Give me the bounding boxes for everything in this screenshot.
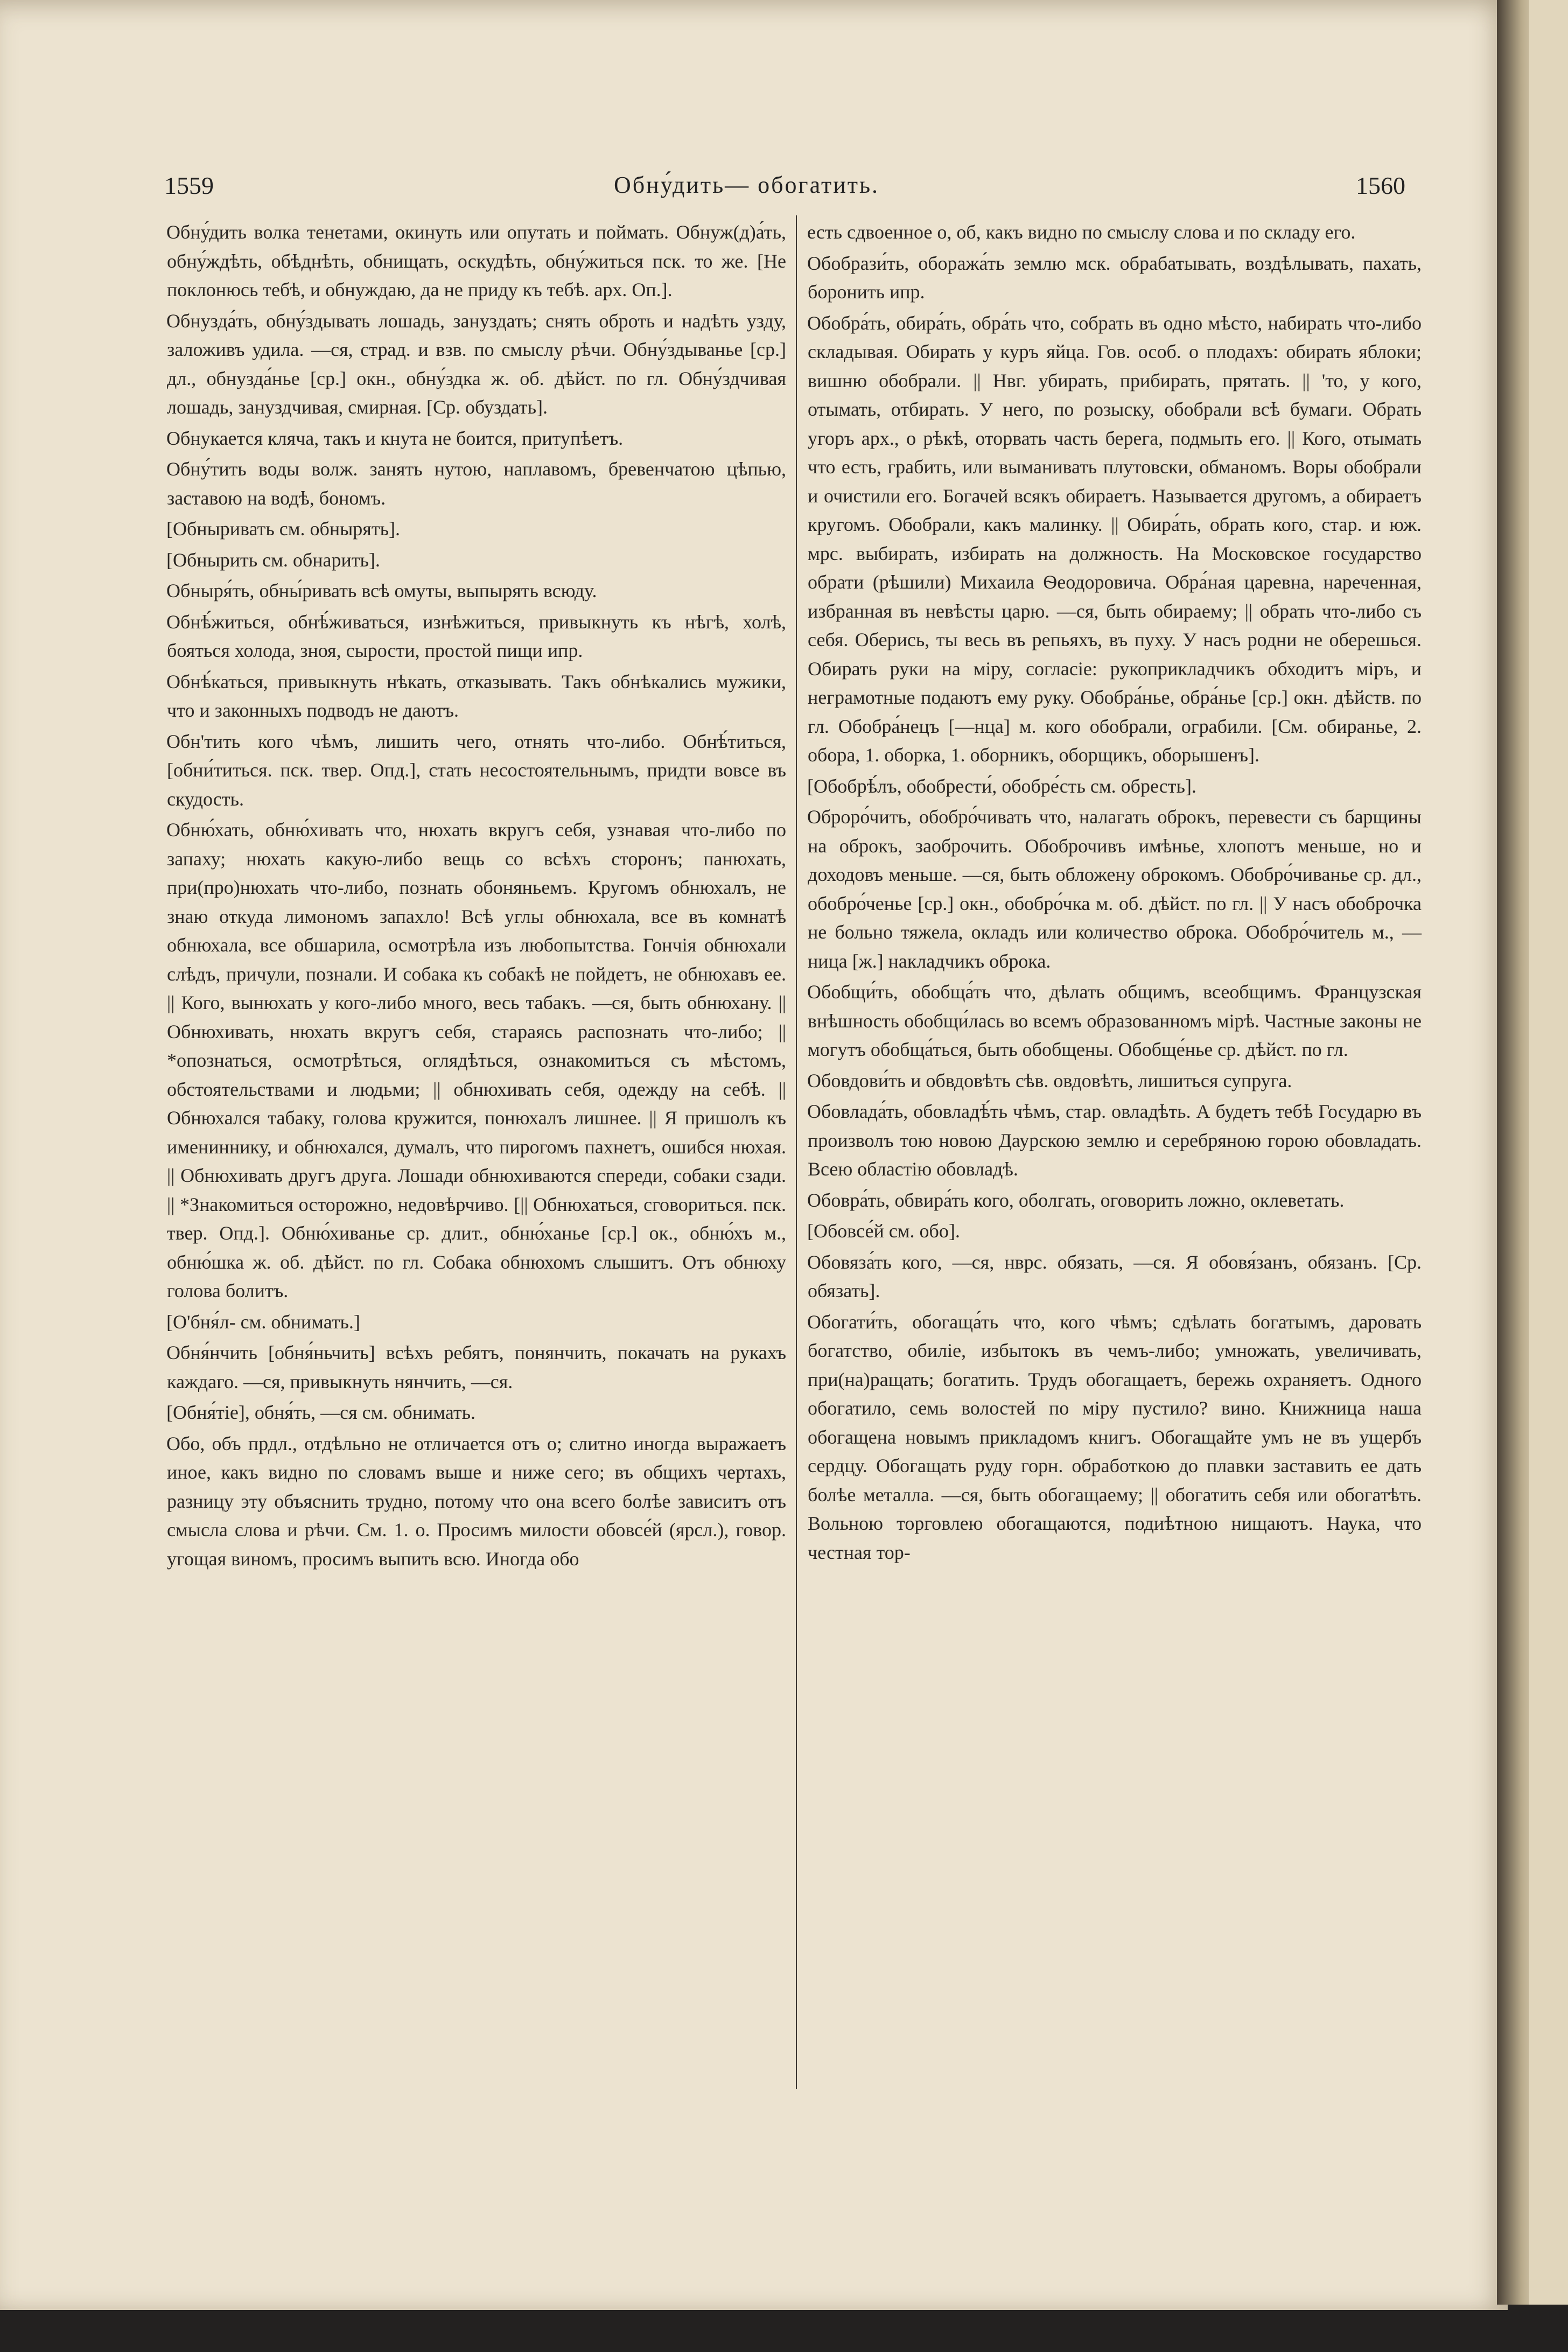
dictionary-entry: [Обнырить см. обнарить].	[166, 549, 380, 571]
dictionary-entry: [Обобрѣ́лъ, обобрести́, обобре́сть см. обресть].	[807, 775, 1196, 797]
running-head: Обну́дить— обогатить.	[614, 172, 880, 198]
dictionary-entry: Обн'тить кого чѣмъ, лишить чего, отнять что-либо. Обнѣ́титься, [обни́титься. пск. твер. Опд.], стать несостоятельнымъ, придти вовсе въ скудость.	[166, 730, 786, 810]
dictionary-entry: Обнѣ́житься, обнѣ́живаться, изнѣжиться, привыкнуть къ нѣгѣ, холѣ, бояться холода, зноя, сырости, простой пищи ипр.	[166, 611, 786, 661]
dictionary-entry: Оброро́чить, обобро́чивать что, налагать оброкъ, перевести съ барщины на оброкъ, заоброчить. Обоброчивъ имѣнье, хлопотъ меньше, но и доходовъ меньше. —ся, быть обложену оброкомъ. Обобро́чиванье ср. дл., обобро́ченье [ср.] окн., обобро́чка м. об. дѣйст. по гл. || У насъ обоброчка не больно тяжела, окладъ или количество оброка. Обобро́читель м., —ница [ж.] накладчикъ оброка.	[807, 806, 1422, 972]
dictionary-entry: есть сдвоенное о, об, какъ видно по смыслу слова и по складу его.	[807, 221, 1356, 243]
right-column	[808, 218, 1422, 1569]
dictionary-entry: Обовдови́ть и обвдовѣть сѣв. овдовѣть, лишиться супруга.	[807, 1069, 1292, 1091]
left-column	[167, 218, 786, 1576]
dictionary-entry: [Обовсе́й см. обо].	[807, 1220, 960, 1242]
dictionary-entry: [Обныривать см. обнырять].	[166, 518, 400, 540]
dictionary-entry: Обовлада́ть, обовладѣ́ть чѣмъ, стар. овладѣть. А будетъ тебѣ Государю въ произволъ тою новою Даурскою землю и серебряною горою обовладать. Всею областію обовладѣ.	[807, 1101, 1422, 1180]
dictionary-entry: Обовра́ть, обвира́ть кого, оболгать, оговорить ложно, оклеветать.	[807, 1189, 1345, 1211]
dictionary-entry: Обогати́ть, обогаща́ть что, кого чѣмъ; сдѣлать богатымъ, даровать богатство, обиліе, избытокъ въ чемъ-либо; умножать, увеличивать, при(на)ращать; богатить. Трудъ обогащаетъ, бережь охраняетъ. Одного обогатило, семь волостей по міру пустило? вино. Книжница наша обогащена новымъ прикладомъ книгъ. Обогащайте умъ не въ ущербъ сердцу. Обогащать руду горн. обработкою до плавки заставить ее дать болѣе металла. —ся, быть обогащаему; || обогатить себя или обогатѣть. Вольною торговлею обогащаются, подиѣтною нищаютъ. Наука, что честная тор-	[807, 1311, 1422, 1563]
dictionary-entry: Обобра́ть, обира́ть, обра́ть что, собрать въ одно мѣсто, набирать что-либо складывая. Обирать у куръ яйца. Гов. особ. о плодахъ: обирать яблоки; вишню обобрали. || Нвг. убирать, прибирать, прятать. || 'то, у кого, отымать, отбирать. У него, по розыску, обобрали всѣ бумаги. Обрать угоръ арх., о рѣкѣ, оторвать часть берега, подмыть его. || Кого, отымать что есть, грабить, или выманивать плутовски, обманомъ. Воры обобрали и очистили его. Богачей всякъ обираетъ. Называется другомъ, а обираетъ кругомъ. Обобрали, какъ малинку. || Обира́ть, обрать кого, стар. и юж. мрс. выбирать, избирать на должность. На Московское государство обрати (рѣшили) Михаила Ѳеодоровича. Обра́ная царевна, нареченная, избранная въ невѣсты царю. —ся, быть обираему; || обрать что-либо съ себя. Оберись, ты весь въ репьяхъ, въ пуху. У насъ родни не оберешься. Обирать руки на міру, согласіе: рукоприкладчикъ обходитъ міръ, и неграмотные подаютъ ему руку. Обобра́нье, обра́нье [ср.] окн. дѣйств. по гл. Обобра́нецъ [—нца] м. кого обобрали, ограбили. [См. обиранье, 2. обора, 1. оборка, 1. оборникъ, оборщикъ, оборышенъ].	[807, 312, 1422, 766]
dictionary-entry: Обобщи́ть, обобща́ть что, дѣлать общимъ, всеобщимъ. Французская внѣшность обобщи́лась во всемъ образованномъ мірѣ. Частные законы не могутъ обобща́ться, быть обобщены. Обобще́нье ср. дѣйст. по гл.	[807, 981, 1422, 1060]
dictionary-entry: Обня́нчить [обня́ньчить] всѣхъ ребятъ, понянчить, покачать на рукахъ каждаго. —ся, привыкнуть нянчить, —ся.	[166, 1342, 786, 1392]
dictionary-entry: Обныря́ть, обны́ривать всѣ омуты, выпырять всюду.	[166, 580, 597, 601]
dictionary-entry: Обо, объ прдл., отдѣльно не отличается отъ о; слитно иногда выражаетъ иное, какъ видно по словамъ выше и ниже сего; въ общихъ чертахъ, разницу эту объяснить трудно, потому что она всего болѣе зависитъ отъ смысла слова и рѣчи. См. 1. о. Просимъ милости обовсе́й (ярсл.), говор. угощая виномъ, просимъ выпить всю. Иногда обо	[166, 1432, 786, 1570]
dictionary-entry: Обнукается кляча, такъ и кнута не боится, притупѣетъ.	[166, 427, 624, 449]
column-divider	[796, 215, 797, 2089]
next-page-edge	[1529, 0, 1568, 2305]
right-page-number: 1560	[1356, 172, 1405, 199]
dictionary-entry: Обнѣ́каться, привыкнуть нѣкать, отказывать. Такъ обнѣкались мужики, что и законныхъ подводъ не даютъ.	[166, 670, 786, 721]
dictionary-entry: Обобрази́ть, обоража́ть землю мск. обрабатывать, воздѣлывать, пахать, боронить ипр.	[807, 252, 1422, 303]
dictionary-entry: Обну́тить воды волж. занять нутою, наплавомъ, бревенчатою цѣпью, заставою на водѣ, бономъ.	[166, 458, 786, 509]
dictionary-entry: Обну́дить волка тенетами, окинуть или опутать и поймать. Обнуж(д)а́ть, обну́ждѣть, обѣднѣть, обнищать, оскудѣть, обну́житься пск. то же. [Не поклонюсь тебѣ, и обнуждаю, да не приду къ тебѣ. арх. Оп.].	[166, 221, 786, 300]
dictionary-entry: Обнузда́ть, обну́здывать лошадь, зануздать; снять оброть и надѣть узду, заложивъ удила. —ся, страд. и взв. по смыслу рѣчи. Обну́здыванье [ср.] дл., обнузда́нье [ср.] окн., обну́здка ж. об. дѣйст. по гл. Обну́здчивая лошадь, зануздчивая, смирная. [Ср. обуздать].	[166, 310, 786, 418]
dictionary-entry: Обню́хать, обню́хивать что, нюхать вкругъ себя, узнавая что-либо по запаху; нюхать какую-либо вещь со всѣхъ сторонъ; панюхать, при(про)нюхать что-либо, познать обоняньемъ. Кругомъ обнюхалъ, не знаю откуда лимономъ запахло! Всѣ углы обнюхала, все въ комнатѣ обнюхала, все обшарила, осмотрѣла изъ любопытства. Гончія обнюхали слѣдъ, причули, познали. И собака къ собакѣ не пойдетъ, не обнюхавъ ее. || Кого, вынюхать у кого-либо много, весь табакъ. —ся, быть обнюхану. || Обнюхивать, нюхать вкругъ себя, стараясь распознать что-либо; || *опознаться, осмотрѣться, оглядѣться, ознакомиться съ мѣстомъ, обстоятельствами и людьми; || обнюхивать себя, одежду на себѣ. || Обнюхался табаку, голова кружится, понюхалъ лишнее. || Я пришолъ къ имениннику, и обнюхался, думалъ, что пирогомъ пахнетъ, ошибся нюхая. || Обнюхивать другъ друга. Лошади обнюхиваются спереди, собаки сзади. || *Знакомиться осторожно, недовѣрчиво. [|| Обнюхаться, сговориться. пск. твер. Опд.]. Обню́хиванье ср. длит., обню́ханье [ср.] ок., обню́хъ м., обню́шка ж. об. дѣйст. по гл. Собака обнюхомъ слышитъ. Отъ обнюху голова болитъ.	[166, 819, 786, 1301]
dictionary-entry: [О'бня́л- см. обнимать.]	[166, 1311, 360, 1333]
left-page-number: 1559	[164, 172, 214, 199]
dictionary-entry: [Обня́тіе], обня́ть, —ся см. обнимать.	[166, 1402, 475, 1423]
dictionary-entry: Обовяза́ть кого, —ся, нврс. обязать, —ся. Я обовя́занъ, обязанъ. [Ср. обязать].	[807, 1251, 1422, 1301]
